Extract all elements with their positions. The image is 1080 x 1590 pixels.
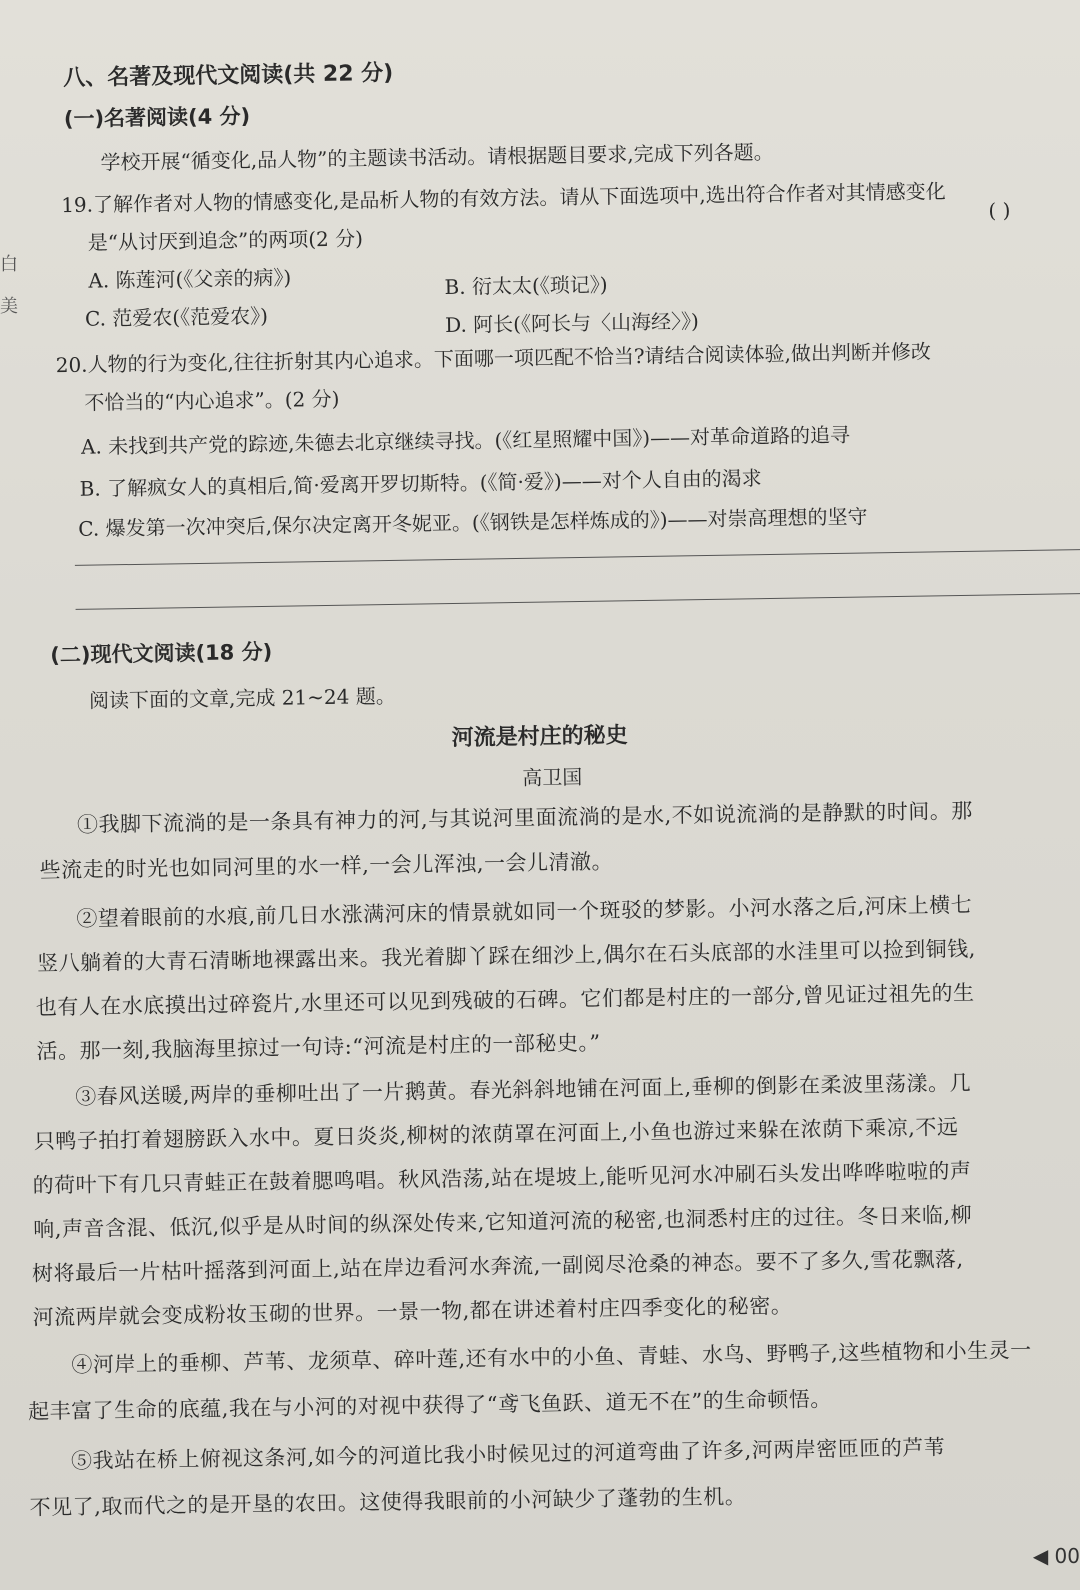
- article-line: 只鸭子拍打着翅膀跃入水中。夏日炎炎,柳树的浓荫罩在河面上,小鱼也游过来躲在浓荫下乘凉,不远: [33, 1115, 959, 1154]
- page-number: ◀ 00: [1032, 1544, 1080, 1568]
- article-line: 的荷叶下有几只青蛙正在鼓着腮鸣唱。秋风浩荡,站在堤坡上,能听见河水冲刷石头发出哗哗啦啦的声: [32, 1158, 972, 1198]
- part1-intro: 学校开展“循变化,品人物”的主题读书活动。请根据题目要求,完成下列各题。: [100, 139, 774, 175]
- part2-title: (二)现代文阅读(18 分): [50, 639, 273, 668]
- article-line: 也有人在水底摸出过碎瓷片,水里还可以见到残破的石碑。它们都是村庄的一部分,曾见证过祖先的生: [35, 980, 975, 1020]
- part1-title: (一)名著阅读(4 分): [63, 104, 251, 132]
- q19-line2: 是“从讨厌到追念”的两项(2 分): [87, 226, 364, 255]
- article-title: 河流是村庄的秘史: [451, 723, 628, 751]
- q20-option-b: B. 了解疯女人的真相后,简·爱离开罗切斯特。(《简·爱》)——对个人自由的渴求: [79, 466, 762, 501]
- q20-option-a: A. 未找到共产党的踪迹,朱德去北京继续寻找。(《红星照耀中国》)——对革命道路的追寻: [80, 422, 851, 459]
- article-line: 竖八躺着的大青石清晰地裸露出来。我光着脚丫踩在细沙上,偶尔在石头底部的水洼里可以捡到铜钱,: [36, 936, 977, 976]
- answer-line-1: [75, 549, 1080, 566]
- q20-option-c: C. 爆发第一次冲突后,保尔决定离开冬妮亚。(《钢铁是怎样炼成的》)——对崇高理想的坚守: [78, 504, 868, 541]
- q19-option-d: D. 阿长(《阿长与〈山海经〉》): [444, 309, 699, 338]
- q19-answer-blank: ( ): [988, 198, 1011, 223]
- q19-line1: 19.了解作者对人物的情感变化,是品析人物的有效方法。请从下面选项中,选出符合作者对其情感变化: [61, 179, 946, 218]
- article-line: 河流两岸就会变成粉妆玉砌的世界。一景一物,都在讲述着村庄四季变化的秘密。: [32, 1293, 793, 1330]
- article-line: 活。那一刻,我脑海里掠过一句诗:“河流是村庄的一部秘史。”: [36, 1030, 601, 1064]
- article-line: ③春风送暖,两岸的垂柳吐出了一片鹅黄。春光斜斜地铺在河面上,垂柳的倒影在柔波里荡漾。几: [75, 1070, 972, 1109]
- article-line: ⑤我站在桥上俯视这条河,如今的河道比我小时候见过的河道弯曲了许多,河两岸密匝匝的芦苇: [70, 1435, 946, 1474]
- article-line: 树将最后一片枯叶摇落到河面上,站在岸边看河水奔流,一副阅尽沧桑的神态。要不了多久,雪花飘落,: [31, 1247, 964, 1286]
- article-line: ②望着眼前的水痕,前几日水涨满河床的情景就如同一个斑驳的梦影。小河水落之后,河床上横七: [76, 892, 973, 931]
- margin-mark: 美: [0, 296, 18, 317]
- article-line: 响,声音含混、低沉,似乎是从时间的纵深处传来,它知道河流的秘密,也洞悉村庄的过往。冬日来临,柳: [33, 1202, 973, 1242]
- article-author: 高卫国: [522, 764, 583, 790]
- article-line: 起丰富了生命的底蕴,我在与小河的对视中获得了“鸢飞鱼跃、道无不在”的生命顿悟。: [27, 1387, 832, 1424]
- article-line: ④河岸上的垂柳、芦苇、龙须草、碎叶莲,还有水中的小鱼、青蛙、水鸟、野鸭子,这些植物和小生灵一: [71, 1337, 1032, 1378]
- section-heading: 八、名著及现代文阅读(共 22 分): [63, 60, 394, 92]
- q19-option-c: C. 范爱农(《范爱农》): [84, 303, 269, 331]
- q19-option-a: A. 陈莲河(《父亲的病》): [88, 265, 292, 293]
- article-line: 不见了,取而代之的是开垦的农田。这使得我眼前的小河缺少了蓬勃的生机。: [29, 1484, 747, 1520]
- q20-line1: 20.人物的行为变化,往往折射其内心追求。下面哪一项匹配不恰当?请结合阅读体验,做出判断并修改: [55, 339, 932, 378]
- q19-option-b: B. 衍太太(《琐记》): [444, 272, 608, 300]
- q20-line2: 不恰当的“内心追求”。(2 分): [84, 386, 340, 415]
- part2-intro: 阅读下面的文章,完成 21~24 题。: [88, 683, 396, 713]
- article-line: ①我脚下流淌的是一条具有神力的河,与其说河里面流淌的是水,不如说流淌的是静默的时间。那: [76, 798, 973, 837]
- article-line: 些流走的时光也如同河里的水一样,一会儿浑浊,一会儿清澈。: [39, 849, 614, 883]
- margin-mark: 白: [0, 254, 18, 275]
- answer-line-2: [76, 593, 1080, 610]
